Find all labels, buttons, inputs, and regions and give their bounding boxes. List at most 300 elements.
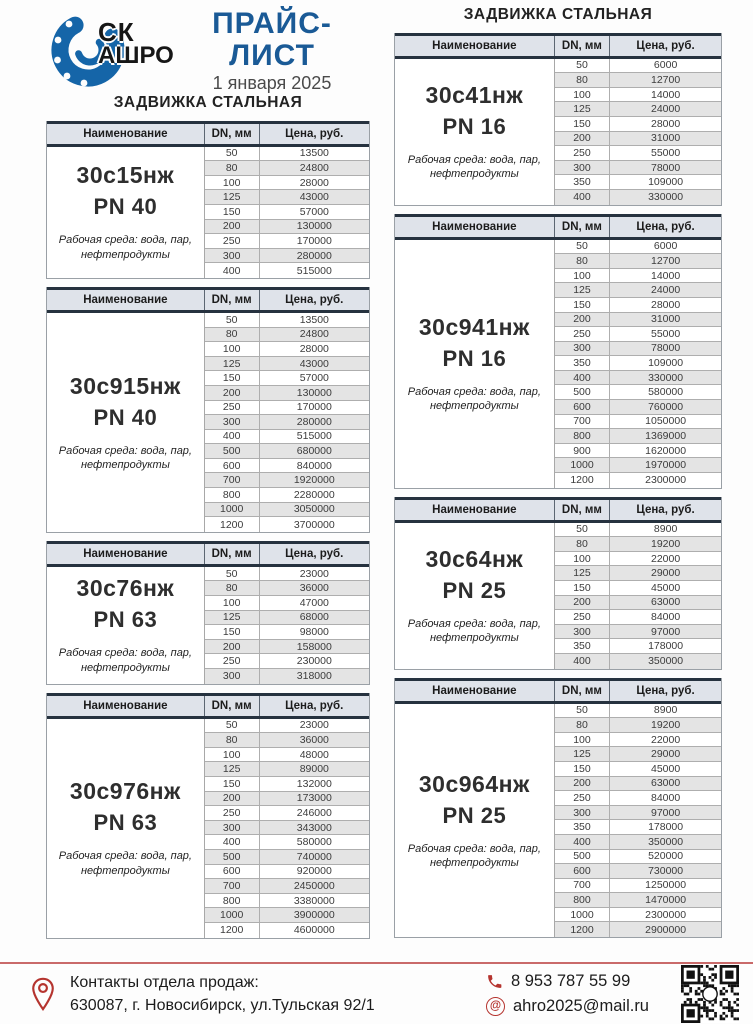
location-pin-icon — [30, 976, 56, 1012]
email-at-icon: @ — [486, 997, 505, 1016]
dn-value: 50 — [205, 313, 260, 327]
price-row — [205, 205, 369, 220]
price-row — [555, 132, 721, 147]
product-pn-rating: PN 16 — [442, 113, 507, 139]
price-value: 89000 — [299, 763, 329, 776]
dn-value: 125 — [555, 747, 611, 761]
dn-value: 300 — [555, 161, 611, 175]
logo-line1: СК — [98, 17, 135, 47]
price-row — [205, 430, 369, 445]
dn-value: 125 — [205, 611, 260, 625]
column-header-name: Наименование — [395, 36, 555, 56]
column-header-price: Цена, руб. — [636, 39, 695, 52]
price-value: 318000 — [296, 670, 332, 683]
dn-value: 400 — [205, 430, 260, 444]
price-value: 3050000 — [293, 503, 335, 516]
contacts-block — [70, 971, 375, 1017]
column-header-dn: DN, мм — [205, 290, 260, 310]
price-value: 840000 — [296, 459, 332, 472]
dn-value: 80 — [205, 733, 260, 747]
price-row — [205, 401, 369, 416]
price-row — [555, 458, 721, 473]
price-value: 520000 — [648, 850, 684, 863]
dn-value: 500 — [205, 850, 260, 864]
table-header-row — [395, 214, 721, 240]
dn-value: 350 — [555, 356, 611, 370]
dn-value: 700 — [205, 879, 260, 893]
dn-value: 700 — [555, 879, 611, 893]
dn-value: 150 — [205, 777, 260, 791]
product-name-cell — [395, 59, 555, 205]
price-row — [555, 537, 721, 552]
dn-value: 300 — [555, 625, 611, 639]
price-row — [205, 473, 369, 488]
price-value: 78000 — [651, 161, 681, 174]
price-row — [205, 234, 369, 249]
price-row — [205, 908, 369, 923]
price-row — [555, 864, 721, 879]
price-value: 63000 — [651, 777, 681, 790]
table-header-row — [395, 33, 721, 59]
price-value: 1050000 — [645, 415, 687, 428]
price-row — [205, 733, 369, 748]
price-row — [205, 625, 369, 640]
column-header-price: Цена, руб. — [636, 503, 695, 516]
price-row — [555, 704, 721, 719]
price-row — [205, 147, 369, 162]
dn-value: 50 — [555, 59, 611, 73]
dn-value: 600 — [555, 864, 611, 878]
right-tables — [394, 33, 722, 946]
price-row — [555, 254, 721, 269]
dn-value: 200 — [555, 313, 611, 327]
product-working-media: Рабочая среда: вода, пар, нефтепродукты — [58, 647, 192, 674]
price-row — [555, 190, 721, 205]
price-value: 8900 — [653, 704, 678, 717]
price-value: 98000 — [299, 626, 329, 639]
price-row — [555, 566, 721, 581]
product-working-media: Рабочая среда: вода, пар, нефтепродукты — [407, 617, 541, 645]
product-model: 30с976нж — [69, 778, 181, 805]
price-table — [394, 33, 722, 206]
price-row — [555, 581, 721, 596]
dn-value: 200 — [555, 596, 611, 610]
price-row — [555, 596, 721, 611]
dn-value: 125 — [555, 566, 611, 580]
email-address: ahro2025@mail.ru — [513, 997, 649, 1015]
price-row — [555, 718, 721, 733]
price-value: 22000 — [651, 552, 681, 565]
price-row — [555, 283, 721, 298]
price-value: 55000 — [651, 327, 681, 340]
column-header-price: Цена, руб. — [636, 684, 695, 697]
left-tables — [46, 121, 370, 947]
dn-value: 600 — [205, 865, 260, 879]
column-header-dn: DN, мм — [555, 681, 610, 701]
product-model: 30с76нж — [76, 575, 175, 602]
price-row — [555, 806, 721, 821]
price-value: 6000 — [653, 240, 678, 253]
price-value: 580000 — [648, 386, 684, 399]
price-value: 280000 — [296, 415, 332, 428]
qr-code — [681, 965, 739, 1023]
product-model: 30с941нж — [418, 313, 530, 340]
price-value: 350000 — [648, 655, 684, 668]
price-rows — [205, 567, 369, 684]
price-value: 84000 — [651, 610, 681, 623]
price-value: 12700 — [651, 254, 681, 267]
dn-value: 1200 — [205, 923, 260, 938]
product-pn-rating: PN 16 — [442, 345, 507, 371]
reach-block — [486, 969, 649, 1019]
dn-value: 150 — [555, 117, 611, 131]
price-value: 97000 — [651, 806, 681, 819]
dn-value: 100 — [555, 269, 611, 283]
dn-value: 200 — [205, 220, 260, 234]
dn-value: 250 — [555, 791, 611, 805]
price-value: 515000 — [296, 264, 332, 277]
price-row — [205, 611, 369, 626]
price-row — [205, 342, 369, 357]
dn-value: 800 — [555, 429, 611, 443]
table-body — [47, 147, 369, 278]
price-value: 230000 — [296, 655, 332, 668]
price-value: 48000 — [299, 748, 329, 761]
left-column — [46, 4, 370, 947]
column-header-name: Наименование — [395, 681, 555, 701]
dn-value: 1200 — [555, 922, 611, 937]
price-value: 24000 — [651, 103, 681, 116]
table-header-row — [47, 693, 369, 719]
price-value: 730000 — [648, 864, 684, 877]
price-row — [205, 654, 369, 669]
price-row — [205, 850, 369, 865]
product-working-media: Рабочая среда: вода, пар, нефтепродукты — [407, 385, 541, 413]
column-header-dn: DN, мм — [205, 696, 260, 716]
price-value: 13500 — [299, 147, 329, 160]
dn-value: 350 — [555, 820, 611, 834]
price-value: 45000 — [651, 762, 681, 775]
price-row — [555, 73, 721, 88]
product-name-cell — [395, 523, 555, 669]
product-name-cell — [395, 240, 555, 488]
price-row — [205, 879, 369, 894]
price-row — [555, 777, 721, 792]
dn-value: 800 — [205, 894, 260, 908]
price-rows — [555, 523, 721, 669]
price-value: 1470000 — [645, 894, 687, 907]
price-value: 8900 — [653, 523, 678, 536]
table-body — [395, 704, 721, 938]
dn-value: 200 — [205, 792, 260, 806]
product-model: 30с41нж — [425, 81, 524, 108]
price-row — [555, 342, 721, 357]
price-value: 280000 — [296, 249, 332, 262]
price-value: 43000 — [299, 357, 329, 370]
price-row — [205, 263, 369, 278]
price-value: 330000 — [648, 371, 684, 384]
dn-value: 80 — [555, 718, 611, 732]
price-value: 14000 — [651, 269, 681, 282]
price-row — [205, 444, 369, 459]
page-date: 1 января 2025 — [212, 73, 332, 93]
dn-value: 50 — [555, 523, 611, 537]
price-row — [205, 865, 369, 880]
price-row — [555, 356, 721, 371]
price-value: 2900000 — [645, 923, 687, 936]
price-row — [555, 146, 721, 161]
price-value: 330000 — [648, 191, 684, 204]
column-header-price: Цена, руб. — [285, 293, 344, 306]
price-value: 246000 — [296, 806, 332, 819]
dn-value: 250 — [205, 401, 260, 415]
dn-value: 900 — [555, 444, 611, 458]
price-value: 920000 — [296, 865, 332, 878]
price-value: 1250000 — [645, 879, 687, 892]
dn-value: 150 — [205, 371, 260, 385]
price-value: 3380000 — [293, 894, 335, 907]
dn-value: 150 — [205, 205, 260, 219]
price-row — [555, 444, 721, 459]
price-table — [394, 497, 722, 670]
price-table — [46, 121, 370, 279]
price-row — [205, 459, 369, 474]
dn-value: 100 — [205, 176, 260, 190]
table-body — [47, 719, 369, 938]
dn-value: 100 — [555, 733, 611, 747]
price-row — [205, 161, 369, 176]
product-working-media: Рабочая среда: вода, пар, нефтепродукты — [58, 444, 192, 471]
dn-value: 125 — [205, 762, 260, 776]
price-value: 28000 — [651, 117, 681, 130]
price-row — [205, 669, 369, 684]
column-header-dn: DN, мм — [205, 544, 260, 564]
price-row — [205, 567, 369, 582]
price-row — [205, 415, 369, 430]
price-row — [555, 639, 721, 654]
price-row — [205, 371, 369, 386]
dn-value: 125 — [205, 190, 260, 204]
dn-value: 250 — [555, 610, 611, 624]
dn-value: 700 — [555, 415, 611, 429]
price-row — [205, 357, 369, 372]
dn-value: 80 — [205, 328, 260, 342]
price-value: 740000 — [296, 850, 332, 863]
price-row — [205, 176, 369, 191]
price-row — [555, 313, 721, 328]
price-row — [555, 240, 721, 255]
dn-value: 250 — [205, 806, 260, 820]
dn-value: 500 — [205, 444, 260, 458]
column-header-price: Цена, руб. — [285, 699, 344, 712]
dn-value: 400 — [555, 190, 611, 205]
price-row — [555, 791, 721, 806]
dn-value: 300 — [205, 669, 260, 684]
product-pn-rating: PN 25 — [442, 577, 507, 603]
price-row — [555, 298, 721, 313]
phone-icon — [486, 973, 503, 990]
dn-value: 800 — [555, 893, 611, 907]
price-row — [205, 894, 369, 909]
price-table — [394, 678, 722, 939]
price-row — [555, 733, 721, 748]
product-name-cell — [47, 719, 205, 938]
price-row — [555, 88, 721, 103]
dn-value: 100 — [555, 88, 611, 102]
price-value: 130000 — [296, 386, 332, 399]
dn-value: 100 — [205, 596, 260, 610]
dn-value: 400 — [205, 263, 260, 278]
price-value: 84000 — [651, 791, 681, 804]
email-row — [486, 994, 649, 1019]
column-header-dn: DN, мм — [555, 36, 610, 56]
table-header-row — [47, 121, 369, 147]
dn-value: 250 — [205, 654, 260, 668]
price-row — [555, 850, 721, 865]
dn-value: 400 — [555, 835, 611, 849]
price-value: 170000 — [296, 234, 332, 247]
price-table — [46, 693, 370, 939]
price-rows — [205, 147, 369, 278]
price-row — [555, 117, 721, 132]
price-row — [205, 748, 369, 763]
price-row — [205, 792, 369, 807]
price-value: 1620000 — [645, 444, 687, 457]
dn-value: 800 — [205, 488, 260, 502]
price-row — [555, 835, 721, 850]
column-header-name: Наименование — [47, 124, 205, 144]
price-table — [394, 214, 722, 489]
price-value: 4600000 — [293, 924, 335, 937]
dn-value: 150 — [555, 762, 611, 776]
price-value: 343000 — [296, 821, 332, 834]
price-value: 78000 — [651, 342, 681, 355]
table-body — [47, 313, 369, 532]
dn-value: 80 — [205, 581, 260, 595]
price-value: 760000 — [648, 400, 684, 413]
price-value: 24000 — [651, 284, 681, 297]
price-table — [46, 541, 370, 685]
price-value: 12700 — [651, 73, 681, 86]
price-value: 178000 — [648, 821, 684, 834]
column-header-name: Наименование — [47, 544, 205, 564]
price-value: 13500 — [299, 313, 329, 326]
price-row — [205, 503, 369, 518]
product-working-media: Рабочая среда: вода, пар, нефтепродукты — [58, 850, 192, 877]
dn-value: 100 — [205, 342, 260, 356]
product-name-cell — [47, 567, 205, 684]
column-header-price: Цена, руб. — [636, 220, 695, 233]
price-row — [555, 893, 721, 908]
price-row — [555, 385, 721, 400]
right-section-heading: ЗАДВИЖКА СТАЛЬНАЯ — [463, 6, 653, 23]
price-value: 158000 — [296, 640, 332, 653]
price-row — [555, 102, 721, 117]
price-value: 31000 — [651, 313, 681, 326]
dn-value: 1000 — [555, 908, 611, 922]
price-row — [555, 922, 721, 937]
price-row — [205, 762, 369, 777]
dn-value: 500 — [555, 385, 611, 399]
price-value: 31000 — [651, 132, 681, 145]
product-name-cell — [47, 313, 205, 532]
dn-value: 1200 — [205, 517, 260, 532]
price-row — [205, 640, 369, 655]
price-value: 680000 — [296, 445, 332, 458]
dn-value: 250 — [555, 146, 611, 160]
table-header-row — [47, 541, 369, 567]
price-row — [555, 327, 721, 342]
price-row — [205, 719, 369, 734]
price-value: 47000 — [299, 596, 329, 609]
product-pn-rating: PN 40 — [93, 404, 158, 430]
price-row — [205, 249, 369, 264]
price-row — [555, 429, 721, 444]
product-working-media: Рабочая среда: вода, пар, нефтепродукты — [407, 842, 541, 869]
dn-value: 125 — [555, 283, 611, 297]
price-value: 29000 — [651, 567, 681, 580]
price-value: 36000 — [299, 733, 329, 746]
price-value: 29000 — [651, 748, 681, 761]
price-value: 23000 — [299, 719, 329, 732]
price-value: 515000 — [296, 430, 332, 443]
dn-value: 200 — [205, 386, 260, 400]
price-value: 24800 — [299, 328, 329, 341]
product-pn-rating: PN 63 — [93, 810, 158, 836]
price-row — [205, 220, 369, 235]
product-model: 30с64нж — [425, 545, 524, 572]
dn-value: 300 — [205, 415, 260, 429]
price-value: 63000 — [651, 596, 681, 609]
product-pn-rating: PN 25 — [442, 802, 507, 828]
price-row — [555, 400, 721, 415]
table-body — [395, 240, 721, 488]
price-value: 22000 — [651, 733, 681, 746]
dn-value: 300 — [205, 821, 260, 835]
price-value: 97000 — [651, 625, 681, 638]
price-row — [555, 473, 721, 488]
dn-value: 200 — [205, 640, 260, 654]
dn-value: 50 — [555, 240, 611, 254]
price-value: 178000 — [648, 640, 684, 653]
price-value: 1970000 — [645, 459, 687, 472]
price-value: 43000 — [299, 191, 329, 204]
price-row — [555, 552, 721, 567]
dn-value: 350 — [555, 639, 611, 653]
price-rows — [555, 240, 721, 488]
contacts-address: 630087, г. Новосибирск, ул.Тульская 92/1 — [70, 997, 375, 1014]
column-header-name: Наименование — [47, 696, 205, 716]
price-value: 28000 — [299, 342, 329, 355]
dn-value: 300 — [555, 342, 611, 356]
dn-value: 80 — [555, 254, 611, 268]
dn-value: 200 — [555, 777, 611, 791]
dn-value: 125 — [555, 102, 611, 116]
price-row — [555, 654, 721, 669]
price-value: 36000 — [299, 582, 329, 595]
price-row — [205, 328, 369, 343]
price-row — [555, 610, 721, 625]
dn-value: 350 — [555, 175, 611, 189]
price-row — [555, 269, 721, 284]
price-row — [205, 581, 369, 596]
price-row — [555, 908, 721, 923]
product-pn-rating: PN 63 — [93, 607, 158, 633]
price-value: 2450000 — [293, 879, 335, 892]
price-row — [555, 879, 721, 894]
column-header-name: Наименование — [395, 500, 555, 520]
price-row — [555, 371, 721, 386]
